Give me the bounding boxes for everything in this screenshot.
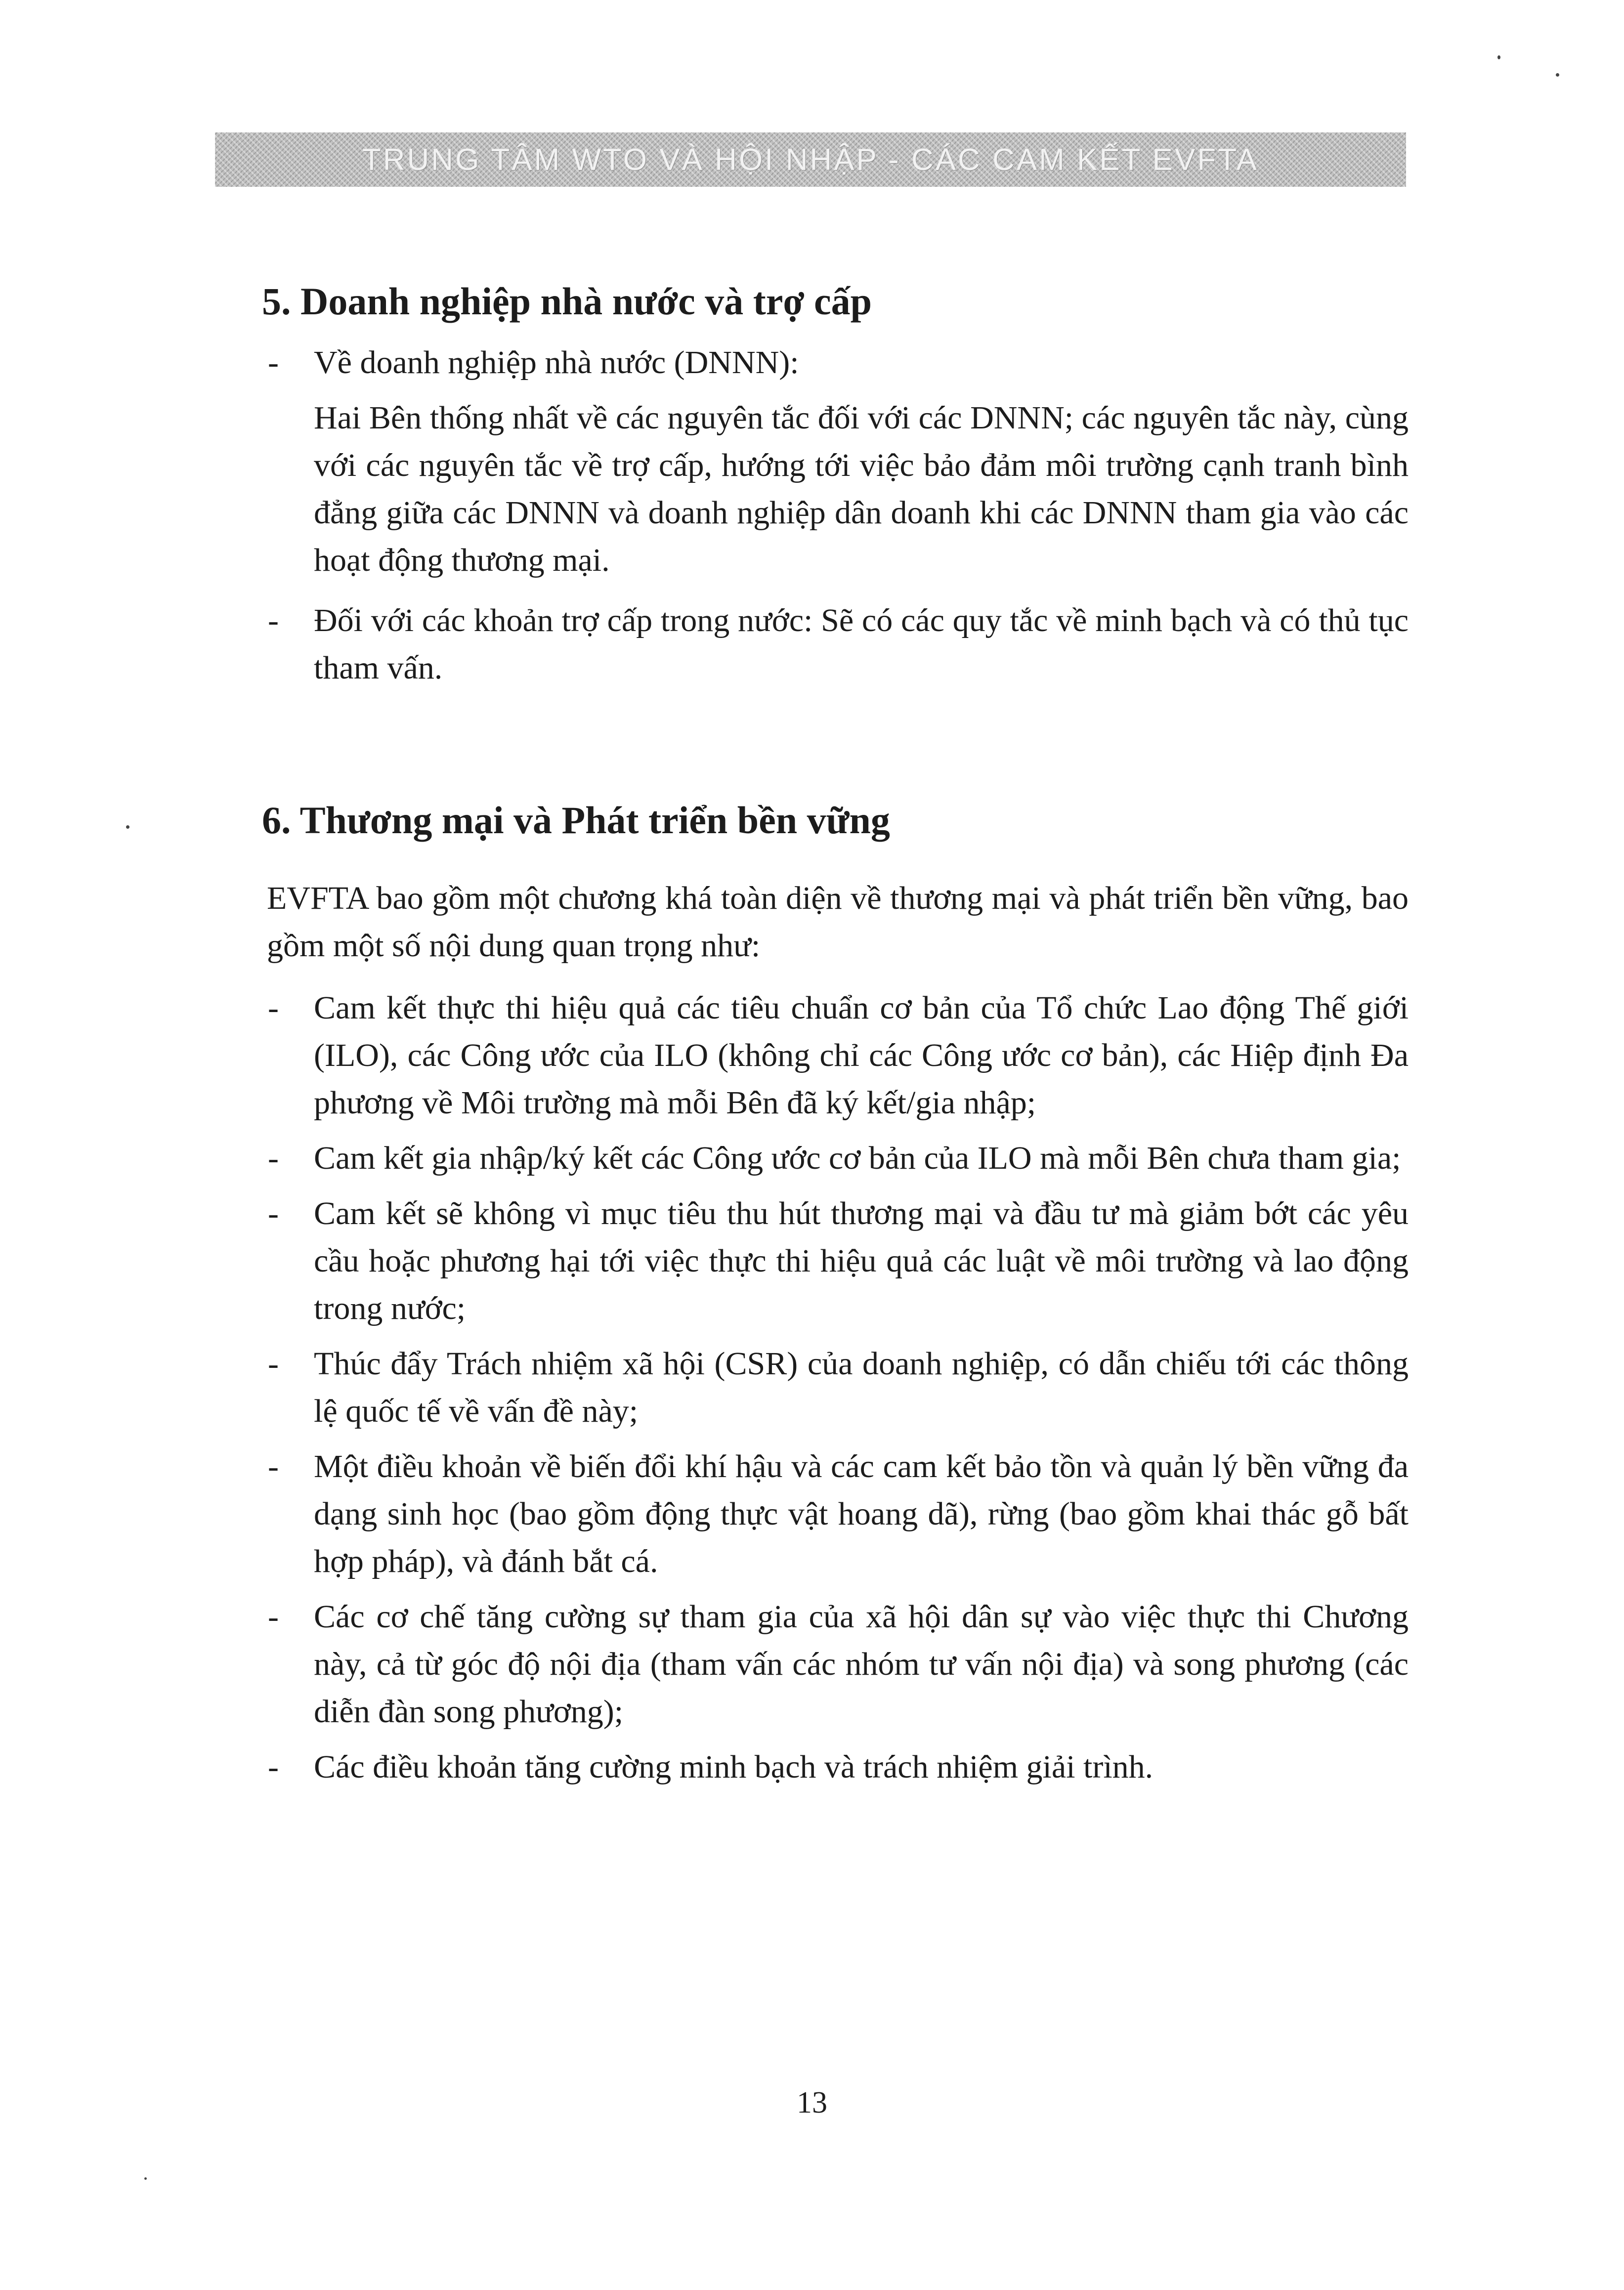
section-6-item-text: Cam kết gia nhập/ký kết các Công ước cơ bản của ILO mà mỗi Bên chưa tham gia; <box>314 1140 1401 1176</box>
section-6-title: 6. Thương mại và Phát triển bền vững <box>262 799 890 842</box>
scan-speck <box>126 825 129 829</box>
scan-speck <box>144 2177 147 2180</box>
bullet-dash: - <box>268 1448 279 1484</box>
header-banner <box>215 132 1406 187</box>
header-banner-text: TRUNG TÂM WTO VÀ HỘI NHẬP - CÁC CAM KẾT EVFTA <box>362 142 1259 177</box>
section-6-item <box>262 984 1409 1127</box>
section-6-item <box>262 1593 1409 1736</box>
section-6-item-text: Thúc đẩy Trách nhiệm xã hội (CSR) của doanh nghiệp, có dẫn chiếu tới các thông lệ quốc tế về vấn đề này; <box>314 1346 1409 1429</box>
section-6-intro: EVFTA bao gồm một chương khá toàn diện về thương mại và phát triển bền vững, bao gồm một số nội dung quan trọng như: <box>267 880 1409 964</box>
section-5-item-text: Về doanh nghiệp nhà nước (DNNN): <box>314 344 799 381</box>
section-5-sub-paragraph: Hai Bên thống nhất về các nguyên tắc đối với các DNNN; các nguyên tắc này, cùng với các nguyên tắc về trợ cấp, hướng tới việc bảo đảm môi trường cạnh tranh bình đẳng giữa các DNNN và doanh nghiệp dân doanh khi các DNNN tham gia vào các hoạt động thương mại. <box>314 400 1409 578</box>
page-number: 13 <box>797 2086 827 2120</box>
section-6-item <box>262 1135 1409 1182</box>
scan-speck <box>1497 55 1500 59</box>
section-5-item <box>262 597 1409 692</box>
bullet-dash: - <box>268 1195 279 1231</box>
section-6-item-text: Các cơ chế tăng cường sự tham gia của xã hội dân sự vào việc thực thi Chương này, cả từ góc độ nội địa (tham vấn các nhóm tư vấn nội địa) và song phương (các diễn đàn song phương); <box>314 1599 1409 1730</box>
page-content <box>262 277 1409 1799</box>
bullet-dash: - <box>268 344 279 381</box>
bullet-dash: - <box>268 1599 279 1635</box>
section-6-item <box>262 1743 1409 1791</box>
bullet-dash: - <box>268 602 279 638</box>
bullet-dash: - <box>268 990 279 1026</box>
section-5-item <box>262 339 1409 386</box>
section-6-item-text: Một điều khoản về biến đổi khí hậu và các cam kết bảo tồn và quản lý bền vững đa dạng sinh học (bao gồm động thực vật hoang dã), rừng (bao gồm khai thác gỗ bất hợp pháp), và đánh bắt cá. <box>314 1448 1409 1579</box>
section-6-item <box>262 1190 1409 1332</box>
scan-speck <box>1556 73 1559 77</box>
bullet-dash: - <box>268 1346 279 1382</box>
bullet-dash: - <box>268 1140 279 1176</box>
section-6-item-text: Cam kết sẽ không vì mục tiêu thu hút thương mại và đầu tư mà giảm bớt các yêu cầu hoặc phương hại tới việc thực thi hiệu quả các luật về môi trường và lao động trong nước; <box>314 1195 1409 1326</box>
section-6-item-text: Cam kết thực thi hiệu quả các tiêu chuẩn cơ bản của Tổ chức Lao động Thế giới (ILO), các Công ước của ILO (không chỉ các Công ước cơ bản), các Hiệp định Đa phương về Môi trường mà mỗi Bên đã ký kết/gia nhập; <box>314 990 1409 1121</box>
section-5-item-text: Đối với các khoản trợ cấp trong nước: Sẽ có các quy tắc về minh bạch và có thủ tục tham vấn. <box>314 602 1409 686</box>
section-6-item <box>262 1443 1409 1585</box>
section-6-item <box>262 1340 1409 1435</box>
bullet-dash: - <box>268 1749 279 1785</box>
section-6-item-text: Các điều khoản tăng cường minh bạch và trách nhiệm giải trình. <box>314 1749 1154 1785</box>
section-5-title: 5. Doanh nghiệp nhà nước và trợ cấp <box>262 280 872 323</box>
